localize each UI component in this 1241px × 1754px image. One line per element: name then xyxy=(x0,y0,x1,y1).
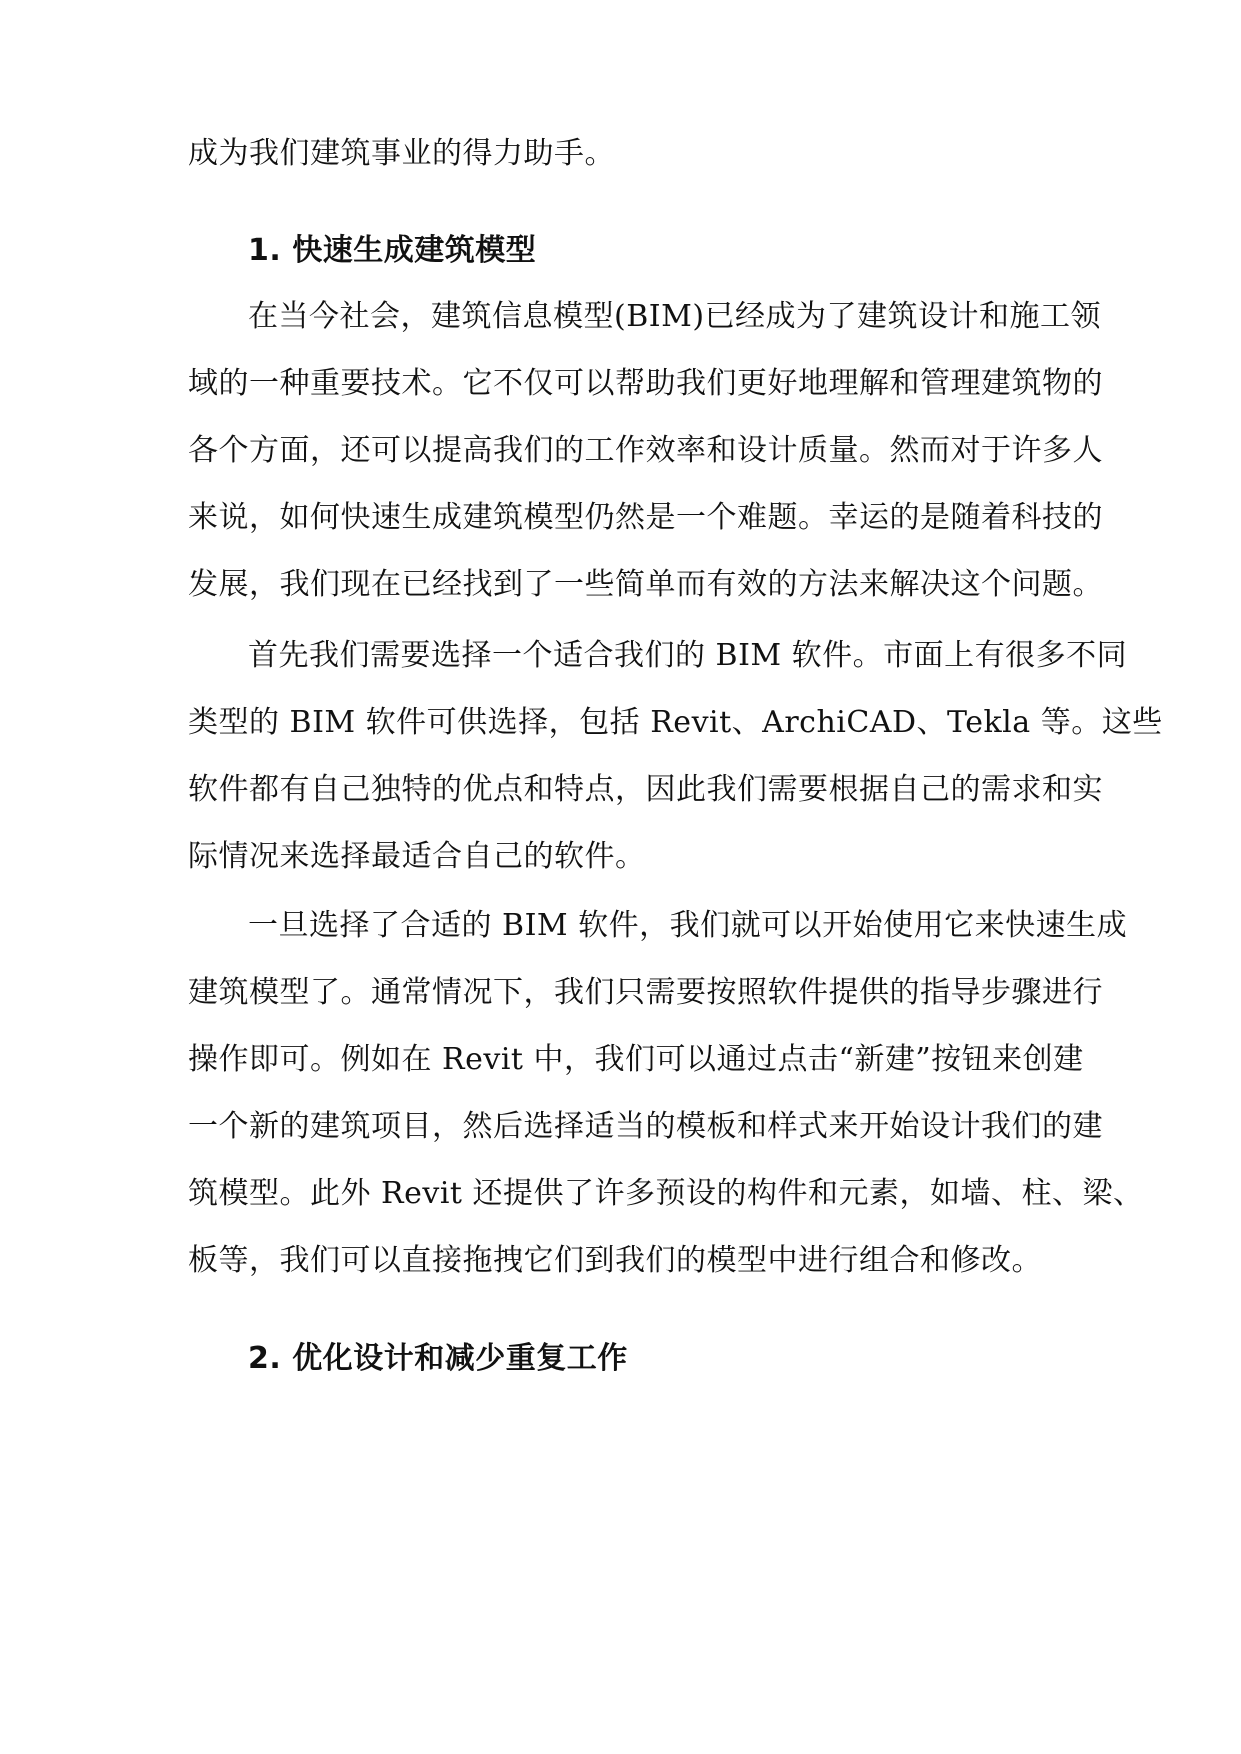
section-heading-2: 2. 优化设计和减少重复工作 xyxy=(248,1341,628,1376)
text-line: 成为我们建筑事业的得力助手。 xyxy=(188,136,615,171)
text-line: 来说，如何快速生成建筑模型仍然是一个难题。幸运的是随着科技的 xyxy=(188,500,1103,535)
text-line: 类型的 BIM 软件可供选择，包括 Revit、ArchiCAD、Tekla 等。这些 xyxy=(188,705,1163,740)
section-heading-1: 1. 快速生成建筑模型 xyxy=(248,233,537,268)
text-line: 板等，我们可以直接拖拽它们到我们的模型中进行组合和修改。 xyxy=(188,1243,1042,1278)
text-line: 软件都有自己独特的优点和特点，因此我们需要根据自己的需求和实 xyxy=(188,772,1103,807)
text-line: 筑模型。此外 Revit 还提供了许多预设的构件和元素，如墙、柱、梁、 xyxy=(188,1176,1144,1211)
text-line: 域的一种重要技术。它不仅可以帮助我们更好地理解和管理建筑物的 xyxy=(188,366,1103,401)
text-line: 建筑模型了。通常情况下，我们只需要按照软件提供的指导步骤进行 xyxy=(188,975,1103,1010)
text-line: 际情况来选择最适合自己的软件。 xyxy=(188,839,646,874)
text-line: 一个新的建筑项目，然后选择适当的模板和样式来开始设计我们的建 xyxy=(188,1109,1103,1144)
text-line: 操作即可。例如在 Revit 中，我们可以通过点击“新建”按钮来创建 xyxy=(188,1042,1084,1077)
text-line: 在当今社会，建筑信息模型(BIM)已经成为了建筑设计和施工领 xyxy=(248,299,1102,334)
text-line: 首先我们需要选择一个适合我们的 BIM 软件。市面上有很多不同 xyxy=(248,638,1128,673)
text-line: 各个方面，还可以提高我们的工作效率和设计质量。然而对于许多人 xyxy=(188,433,1103,468)
text-line: 一旦选择了合适的 BIM 软件，我们就可以开始使用它来快速生成 xyxy=(248,908,1128,943)
text-line: 发展，我们现在已经找到了一些简单而有效的方法来解决这个问题。 xyxy=(188,567,1103,602)
